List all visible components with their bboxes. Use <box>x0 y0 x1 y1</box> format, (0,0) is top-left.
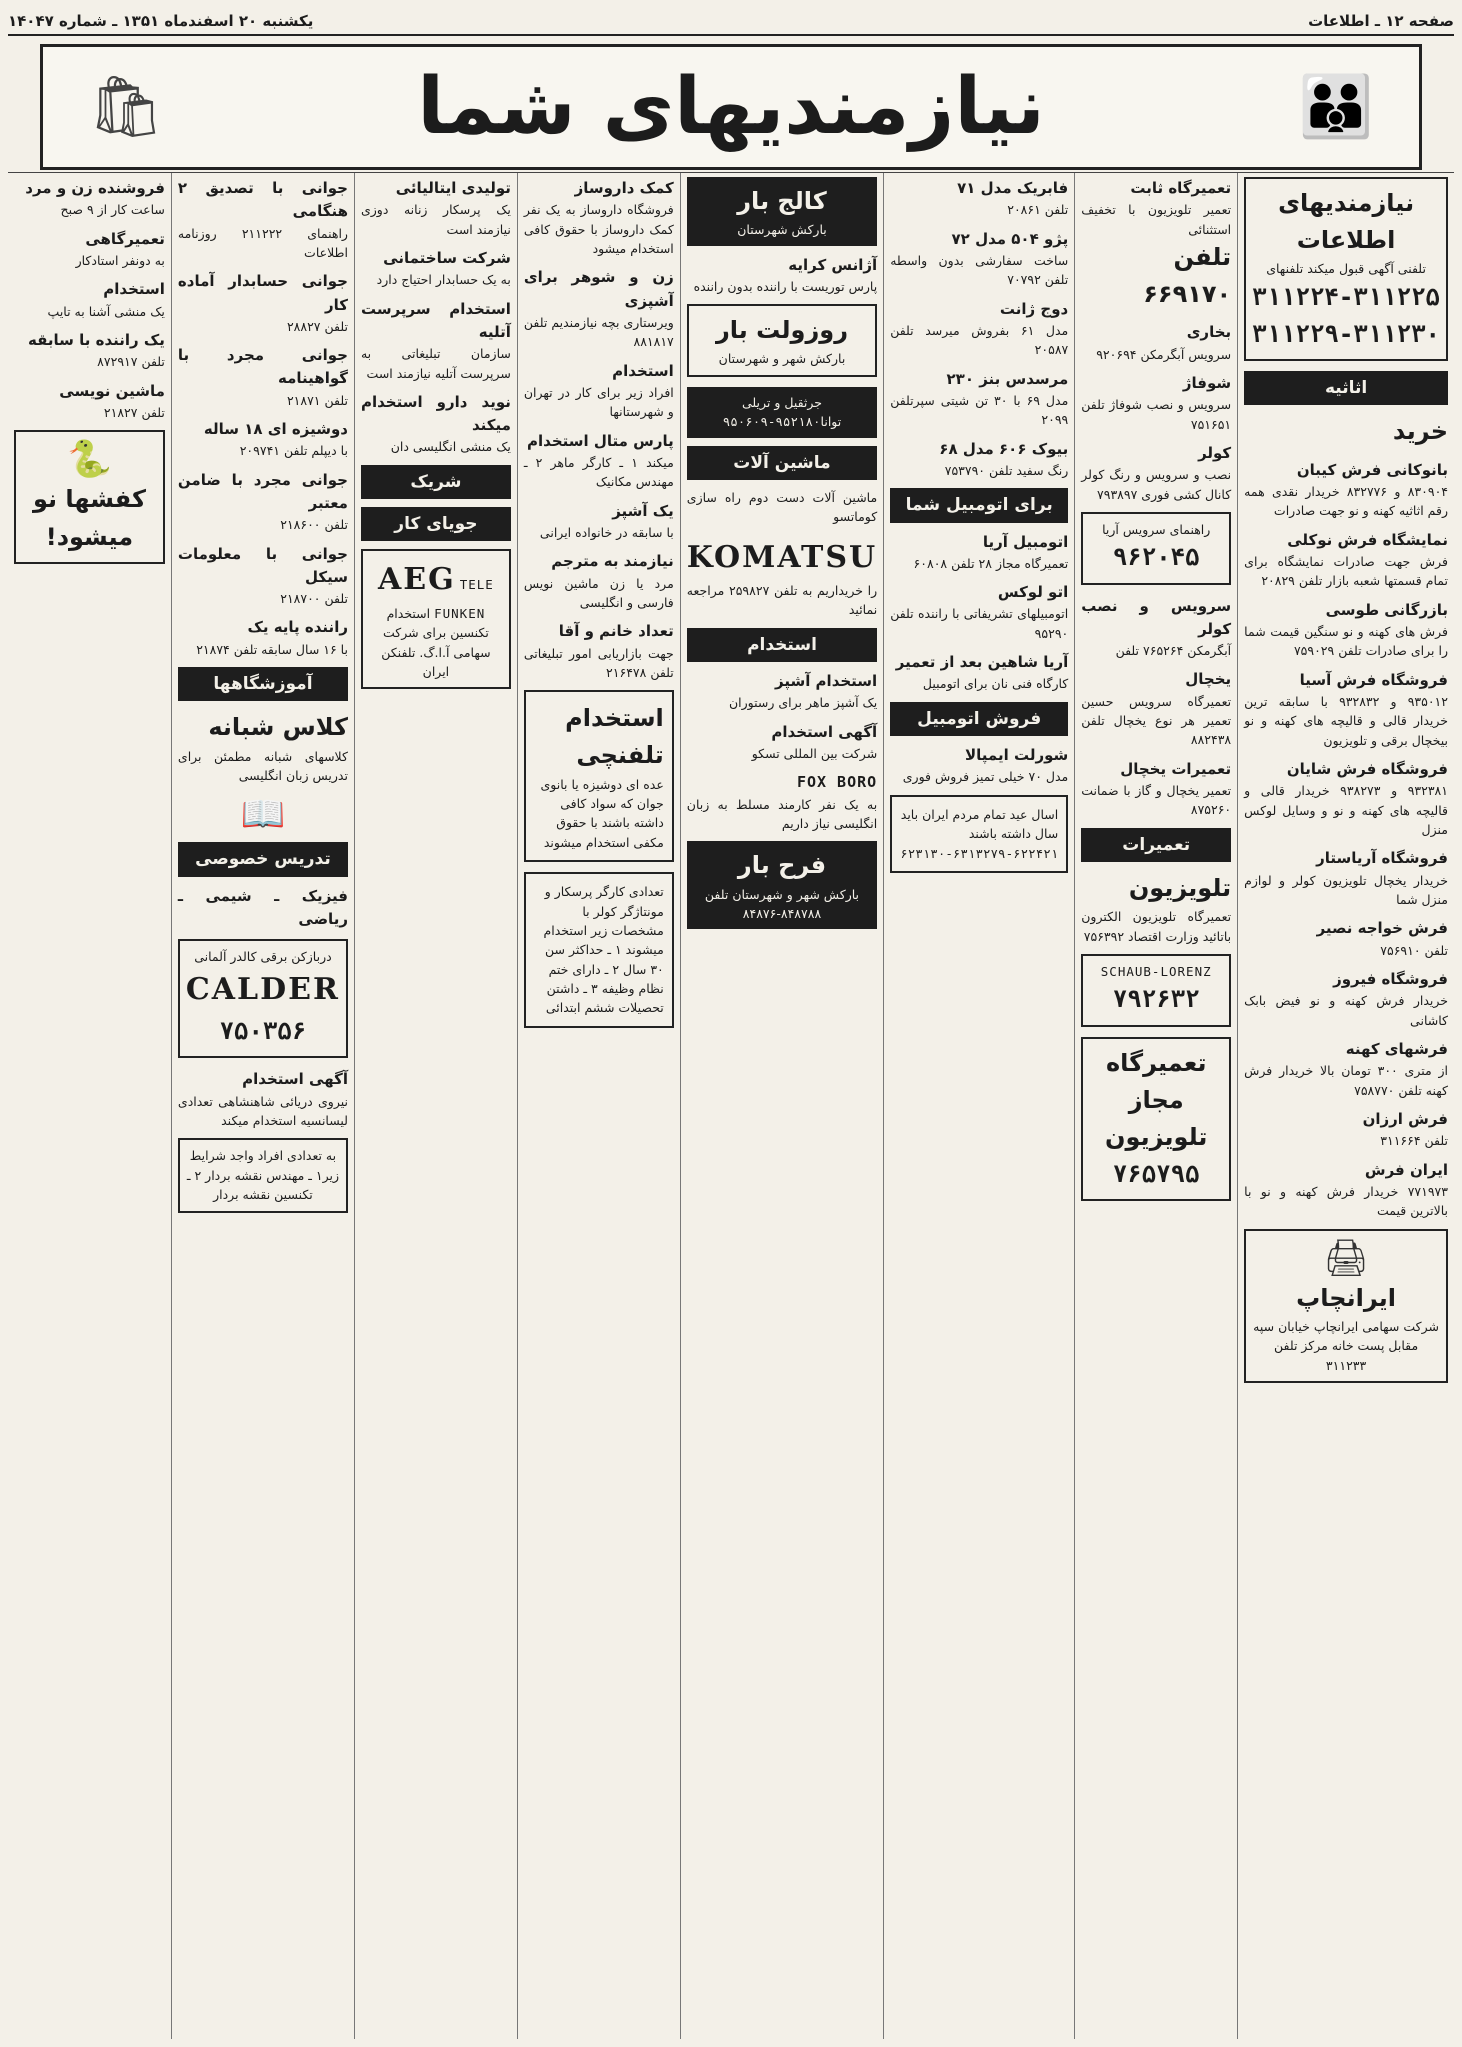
column-8 <box>8 173 171 2039</box>
ad-item: استخدام آشپز یک آشپز ماهر برای رستوران <box>728 672 878 711</box>
ad-item: نمایشگاه فرش نوکلی فرش جهت صادرات نمایشگاه برای تمام قسمتها شعبه بازار تلفن ۲۰۸۲۹ <box>1244 530 1448 589</box>
ad-item: استخدام یک منشی آشنا به تایپ <box>47 280 165 319</box>
iranchap-ad: 🖨 ایرانچاپ شرکت سهامی ایرانچاپ خیابان سپه مقابل پست خانه مرکز تلفن ۳۱۱۲۳۳ <box>1244 1229 1448 1384</box>
surveyor-employment-ad: به تعدادی افراد واجد شرایط زیر۱ ـ مهندس نقشه بردار ۲ ـ تکنسین نقشه بردار <box>178 1138 348 1212</box>
ad-item: آریا شاهین بعد از تعمیر کارگاه فنی نان برای اتومبیل <box>895 653 1069 692</box>
ad-item: ایران فرش ۷۷۱۹۷۳ خریدار فرش کهنه و نو با بالاترین قیمت <box>1244 1160 1448 1219</box>
buy-heading: خرید <box>1392 417 1448 446</box>
ad-item: جوانی با تصدیق ۲ هنگامی راهنمای ۲۱۱۲۲۲ روزنامه اطلاعات <box>177 179 348 260</box>
calder-logo: CALDER <box>185 971 340 1007</box>
section-employment: استخدام <box>687 628 877 662</box>
ad-item: جوانی مجرد با ضامن معتبر تلفن ۲۱۸۶۰۰ <box>177 470 348 533</box>
ad-item: فروشگاه فرش شایان ۹۳۲۳۸۱ و ۹۳۸۲۷۳ خریدار قالی و قالیچه های کهنه و نو و وسایل لوکس منزل <box>1244 760 1448 838</box>
column-4 <box>680 173 883 2039</box>
section-jobseekers: جویای کار <box>361 507 511 541</box>
issue-date: یکشنبه ۲۰ اسفندماه ۱۳۵۱ ـ شماره ۱۴۰۴۷ <box>8 12 314 30</box>
notice-phones-1: ۳۱۱۲۲۴-۳۱۱۲۲۵ <box>1252 282 1440 311</box>
ad-item: فروشگاه فیروز خریدار فرش کهنه و نو فیض بابک کاشانی <box>1244 970 1448 1028</box>
section-private-tutoring: تدریس خصوصی <box>178 842 348 876</box>
notice-title: نیازمندیهای اطلاعات <box>1278 189 1415 255</box>
ad-item: آژانس کرایه پارس توریست با راننده بدون راننده <box>693 255 878 294</box>
ad-item: فروشنده زن و مرد ساعت کار از ۹ صبح <box>25 179 165 218</box>
section-machinery: ماشین آلات <box>687 446 877 480</box>
ad-item: بخاری سرویس آبگرمکن ۹۲۰۶۹۴ <box>1096 323 1232 362</box>
schaub-lorenz-ad: SCHAUB-LORENZ ۷۹۲۶۳۲ <box>1081 954 1231 1027</box>
aeg-logo: AEG <box>377 562 456 598</box>
ad-item: نوید دارو استخدام میکند یک منشی انگلیسی دان <box>360 392 511 455</box>
ad-item: کولر نصب و سرویس و رنگ کولر کانال کشی فوری ۷۹۳۸۹۷ <box>1081 444 1232 502</box>
calder-ad: دربازکن برقی کالدر آلمانی CALDER ۷۵۰۳۵۶ <box>178 939 348 1058</box>
ad-item: اتومبیل آریا تعمیرگاه مجاز ۲۸ تلفن ۶۰۸۰۸ <box>913 532 1069 571</box>
ad-item: کمک داروساز فروشگاه داروساز به یک نفر کمک داروساز با حقوق کافی استخدام میشود <box>523 179 674 256</box>
ad-item: پارس متال استخدام میکند ۱ ـ کارگر ماهر ۲ ـ مهندس مکانیک <box>523 431 674 490</box>
ad-item: ماشین آلات دست دوم راه سازی کوماتسو <box>686 489 878 525</box>
cobra-illustration-icon: 🐍 <box>67 439 112 481</box>
ad-item: فرش ارزان تلفن ۳۱۱۶۶۴ <box>1362 1110 1448 1149</box>
ad-item: شرکت ساختمانی به یک حسابدار احتیاج دارد <box>376 249 511 288</box>
ad-item: پژو ۵۰۴ مدل ۷۲ ساخت سفارشی بدون واسطه تلفن ۷۰۷۹۲ <box>890 229 1069 288</box>
navy-employment-ad: آگهی استخدام نیروی دریائی شاهنشاهی تعدادی لیسانسیه استخدام میکند <box>177 1070 348 1128</box>
aeg-telefunken-ad: AEG TELE FUNKEN استخدام تکنسین برای شرکت سهامی آ.ا.گ. تلفنکن ایران <box>361 549 511 689</box>
roosevelt-bar-ad: روزولت بار بارکش شهر و شهرستان <box>687 304 877 377</box>
column-7 <box>171 173 354 2039</box>
section-partner: شریک <box>361 465 511 499</box>
ad-item: فروشگاه فرش آسیا ۹۳۵۰۱۲ و ۹۳۲۸۳۲ با سابقه ترین خریدار قالی و قالیچه های کهنه و نو بیخچال برقی و تلویزیون <box>1244 670 1448 748</box>
ad-item: زن و شوهر برای آشپزی ویرستاری بچه نیازمندیم تلفن ۸۸۱۸۱۷ <box>523 268 674 350</box>
page-label: صفحه ۱۲ ـ اطلاعات <box>1308 12 1454 30</box>
ad-item: مرسدس بنز ۲۳۰ مدل ۶۹ با ۳۰ تن شیتی سپرتلفن ۲۰۹۹ <box>890 369 1069 428</box>
ad-item: تولیدی ایتالیائی یک پرسکار زنانه دوزی نیازمند است <box>360 179 511 237</box>
ad-item: راننده پایه یک با ۱۶ سال سابقه تلفن ۲۱۸۷۴ <box>196 618 348 657</box>
eid-notice: اسال عید تمام مردم ایران باید سال داشته باشند ۶۲۲۴۲۱-۶۳۱۳۲۷۹-۶۲۳۱۳۰ <box>890 795 1068 873</box>
ad-item: استخدام افراد زیر برای کار در تهران و شهرستانها <box>523 361 674 420</box>
ad-item: فابریک مدل ۷۱ تلفن ۲۰۸۶۱ <box>957 179 1069 218</box>
shoe-ad: 🐍 کفشها نو میشود! <box>14 430 165 564</box>
ad-item: بانوکانی فرش کیبان ۸۳۰۹۰۴ و ۸۳۲۷۷۶ خریدار نقدی همه رقم اثاثیه کهنه و نو جهت صادرات <box>1244 460 1449 519</box>
ad-item: FOX BORO به یک نفر کارمند مسلط به زبان انگلیسی نیاز داریم <box>686 773 878 832</box>
shopping-woman-illustration-icon: 🛍 <box>87 71 165 142</box>
ad-item: جوانی با معلومات سیکل تلفن ۲۱۸۷۰۰ <box>177 544 348 606</box>
ad-item: فرش خواجه نصیر تلفن ۷۵۶۹۱۰ <box>1316 919 1448 958</box>
section-schools: آموزشگاهها <box>178 667 348 701</box>
tv-repair-center-ad: تعمیرگاه مجاز تلویزیون ۷۶۵۷۹۵ <box>1081 1037 1231 1202</box>
ad-item: سرویس و نصب کولر آبگرمکن ۷۶۵۲۶۴ تلفن <box>1081 596 1232 659</box>
notice-line: تلفنی آگهی قبول میکند <box>1307 261 1426 277</box>
ad-item: یک آشپز با سابقه در خانواده ایرانی <box>539 501 674 540</box>
section-car-sale: فروش اتومبیل <box>890 702 1068 736</box>
operator-employment-ad: استخدام تلفنچی عده ای دوشیزه یا بانوی جوان که سواد کافی داشته باشند با حقوق مکفی استخدام میشوند <box>524 690 674 862</box>
ad-item: شورلت ایمپالا مدل ۷۰ خیلی تمیز فروش فوری <box>902 746 1069 785</box>
college-bar-ad: کالج بار بارکش شهرستان <box>687 177 877 246</box>
family-illustration-icon: 👪 <box>1298 71 1374 142</box>
ad-item: اتو لوکس اتومبیلهای تشریفاتی با راننده تلفن ۹۵۲۹۰ <box>890 583 1069 641</box>
ad-item: ماشین نویسی تلفن ۲۱۸۲۷ <box>59 381 165 420</box>
reading-figure-icon: 📖 <box>240 794 286 836</box>
ad-item: دوشیزه ای ۱۸ ساله با دیپلم تلفن ۲۰۹۷۴۱ <box>203 420 348 459</box>
telefunken-logo: TELE FUNKEN <box>434 577 494 621</box>
ad-item: فیزیک ـ شیمی ـ ریاضی <box>177 886 348 929</box>
ad-item: یخچال تعمیرگاه سرویس حسین تعمیر هر نوع یخچال تلفن ۸۸۲۴۳۸ <box>1081 670 1232 748</box>
section-furniture: اثاثیه <box>1244 371 1448 405</box>
section-repairs: تعمیرات <box>1081 828 1231 862</box>
tv-ad: تلویزیون تعمیرگاه تلویزیون الکترون باتائید وزارت اقتصاد ۷۵۶۳۹۲ <box>1081 874 1232 944</box>
komatsu-ad: KOMATSU را خریداریم به تلفن ۲۵۹۸۲۷ مراجعه نمائید <box>686 539 878 618</box>
banner-title: نیازمندیهای شما <box>417 62 1045 152</box>
ad-item: استخدام سرپرست آتلیه سازمان تبلیغاتی به سرپرست آتلیه نیازمند است <box>360 299 511 381</box>
column-2 <box>1074 173 1237 2039</box>
ad-item: جوانی مجرد با گواهینامه تلفن ۲۱۸۷۱ <box>177 346 348 408</box>
ad-item: بازرگانی طوسی فرش های کهنه و نو سنگین قیمت شما را برای صادرات تلفن ۷۵۹۰۲۹ <box>1244 600 1448 659</box>
section-banner <box>40 44 1422 170</box>
cooler-workers-ad: تعدادی کارگر پرسکار و مونتاژگر کولر با مشخصات زیر استخدام میشوند ۱ ـ حداکثر سن ۳۰ سال ۲ ـ دارای ختم نظام وظیفه ۳ ـ داشتن تحصیلات ششم ابتدائی <box>524 872 674 1028</box>
ad-item: تعمیرات یخچال تعمیر یخچال و گاز با ضمانت ۸۷۵۲۶۰ <box>1081 759 1232 818</box>
column-6 <box>354 173 517 2039</box>
aryan-service-ad: راهنمای سرویس آریا ۹۶۲۰۴۵ <box>1081 512 1231 585</box>
farah-bar-ad: فرح بار بارکش شهر و شهرستان تلفن ۸۴۸۷۸۸-۸۴۸۷۶ <box>687 841 877 929</box>
column-5 <box>517 173 680 2039</box>
ad-item: آگهی استخدام شرکت بین المللی تسکو <box>751 722 878 762</box>
ad-item: بیوک ۶۰۶ مدل ۶۸ رنگ سفید تلفن ۷۵۳۷۹۰ <box>939 439 1069 478</box>
ad-item: فرشهای کهنه از متری ۳۰۰ تومان بالا خریدار فرش کهنه تلفن ۷۵۸۷۷۰ <box>1244 1040 1448 1098</box>
ad-item: فروشگاه آریاستار خریدار یخچال تلویزیون کولر و لوازم منزل شما <box>1244 849 1448 908</box>
ad-item: دوج ژانت مدل ۶۱ بفروش میرسد تلفن ۲۰۵۸۷ <box>890 299 1069 358</box>
contact-notice-box <box>1244 177 1448 361</box>
printing-press-icon: 🖨 <box>1323 1237 1369 1279</box>
section-auto: برای اتومبیل شما <box>890 488 1068 522</box>
ad-item: نیازمند به مترجم مرد یا زن ماشین نویس فارسی و انگلیسی <box>523 552 674 610</box>
page-header <box>8 8 1454 36</box>
classifieds-grid <box>8 172 1454 2039</box>
ad-item: شوفاژ سرویس و نصب شوفاژ تلفن ۷۵۱۶۵۱ <box>1081 374 1232 432</box>
ad-item: یک راننده با سابقه تلفن ۸۷۲۹۱۷ <box>28 330 165 370</box>
notice-phones-label: تلفنهای <box>1266 261 1304 277</box>
rct-ad: تعمیرگاه ثابت تعمیر تلویزیون با تخفیف استثنائی تلفن ۶۶۹۱۷۰ <box>1081 179 1232 309</box>
ad-item: تعداد خانم و آقا جهت بازاریابی امور تبلیغاتی تلفن ۲۱۶۴۷۸ <box>523 622 674 680</box>
column-1 <box>1237 173 1454 2039</box>
crane-ad: جرثقیل و تریلی توانا۹۵۲۱۸۰-۹۵۰۶۰۹ <box>687 387 877 438</box>
notice-phones-2: ۳۱۱۲۲۹-۳۱۱۲۳۰ <box>1252 319 1440 348</box>
column-3 <box>883 173 1074 2039</box>
ad-item: جوانی حسابدار آماده کار تلفن ۲۸۸۲۷ <box>177 272 348 334</box>
ad-item: تعمیرگاهی به دونفر استادکار <box>75 229 165 268</box>
night-class-ad: کلاس شبانه کلاسهای شبانه مطمئن برای تدریس زبان انگلیسی <box>177 713 348 783</box>
